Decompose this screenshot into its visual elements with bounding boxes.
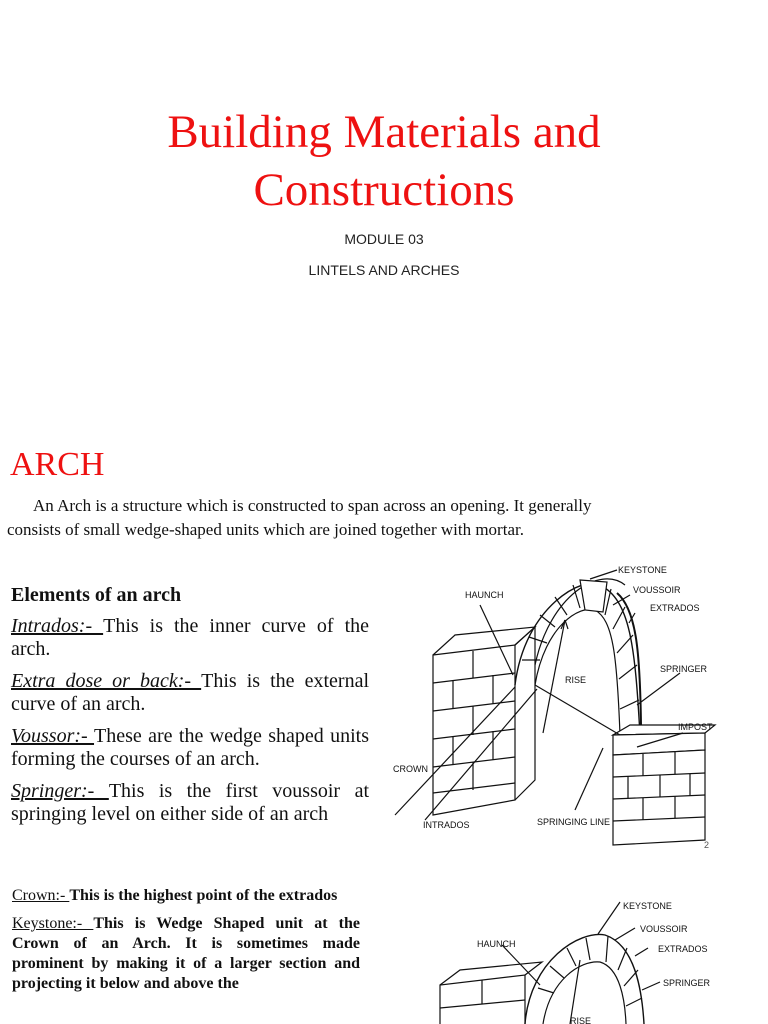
label-springer: SPRINGER [660,664,708,674]
module-label: MODULE 03 [344,231,424,247]
definition-crown [12,886,360,906]
arch-slide [0,420,768,860]
label-rise: RISE [570,1016,592,1024]
elements-heading: Elements of an arch [11,584,182,606]
label-extrados: EXTRADOS [658,944,708,954]
label-haunch: HAUNCH [477,939,516,949]
page-number: 2 [704,840,710,850]
term-label: Extra dose or back:- [11,670,202,692]
term-label: Crown:- [12,887,70,904]
title-slide [0,0,768,420]
definitions-list [12,886,360,1002]
definition-text: This is the first voussoir at springing level on either side of an arch [11,780,369,825]
term-label: Voussor:- [11,725,95,747]
definition-text: This is the highest point of the extrados [69,887,338,904]
definition-text: These are the wedge shaped units forming the courses of an arch. [11,725,370,770]
label-keystone: KEYSTONE [623,901,672,911]
label-springing-line: SPRINGING LINE [537,817,611,827]
intro-line-2: consists of small wedge-shaped units which are joined together with mortar. [7,520,524,539]
section-heading: ARCH [10,446,105,483]
arch-elements-slide [0,860,768,1024]
definitions-list [11,615,369,835]
definition-springer [11,780,369,826]
intro-paragraph [7,494,717,542]
label-intrados: INTRADOS [423,820,470,830]
definition-intrados [11,615,369,661]
label-springer: SPRINGER [663,978,711,988]
definition-text: This is the inner curve of the arch. [11,615,370,660]
definition-text: This is Wedge Shaped unit at the Crown of an Arch. It is sometimes made prominent by making it of a larger section and projecting it below and above the [12,915,361,992]
label-keystone: KEYSTONE [618,565,667,575]
definition-text: This is the external curve of an arch. [11,670,370,715]
term-label: Intrados:- [11,615,104,637]
module-subtitle: LINTELS AND ARCHES [308,262,460,278]
label-extrados: EXTRADOS [650,603,700,613]
arch-diagram [430,890,730,1024]
label-crown: CROWN [393,764,428,774]
presentation-title [0,103,768,219]
definition-voussoir [11,725,369,771]
label-haunch: HAUNCH [465,590,504,600]
arch-diagram [385,565,735,855]
label-rise: RISE [565,675,587,685]
label-voussoir: VOUSSOIR [640,924,688,934]
title-line-2: Constructions [253,164,515,216]
label-voussoir: VOUSSOIR [633,585,681,595]
title-line-1: Building Materials and [167,106,601,158]
intro-line-1: An Arch is a structure which is constructed to span across an opening. It generally [33,496,592,515]
term-label: Keystone:- [12,915,94,932]
definition-keystone [12,914,360,994]
term-label: Springer:- [11,780,109,802]
definition-extrados [11,670,369,716]
label-impost: IMPOST [678,722,713,732]
